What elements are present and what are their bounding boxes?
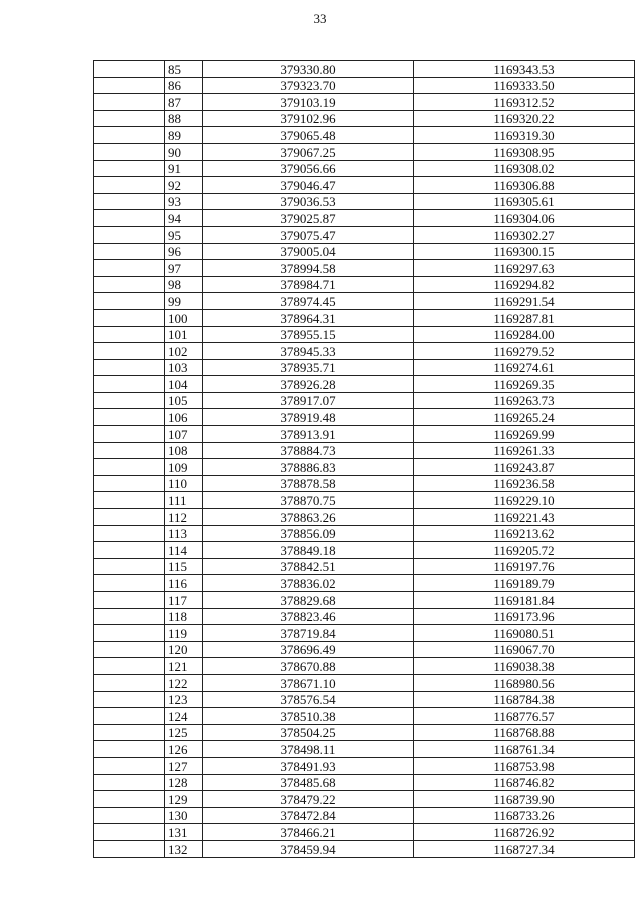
blank-cell [94, 61, 165, 78]
blank-cell [94, 724, 165, 741]
blank-cell [94, 293, 165, 310]
blank-cell [94, 558, 165, 575]
x-coordinate-cell: 378510.38 [203, 708, 414, 725]
point-number-cell: 102 [165, 343, 203, 360]
point-number-cell: 90 [165, 143, 203, 160]
x-coordinate-cell: 378878.58 [203, 475, 414, 492]
point-number-cell: 97 [165, 260, 203, 277]
blank-cell [94, 625, 165, 642]
table-row [94, 592, 635, 609]
point-number-cell: 117 [165, 592, 203, 609]
table-row [94, 110, 635, 127]
y-coordinate-cell: 1169067.70 [414, 641, 635, 658]
y-coordinate-cell: 1169265.24 [414, 409, 635, 426]
blank-cell [94, 210, 165, 227]
blank-cell [94, 791, 165, 808]
blank-cell [94, 426, 165, 443]
y-coordinate-cell: 1169312.52 [414, 94, 635, 111]
x-coordinate-cell: 378836.02 [203, 575, 414, 592]
table-row [94, 210, 635, 227]
point-number-cell: 100 [165, 309, 203, 326]
table-row [94, 840, 635, 857]
x-coordinate-cell: 378485.68 [203, 774, 414, 791]
point-number-cell: 114 [165, 542, 203, 559]
y-coordinate-cell: 1169229.10 [414, 492, 635, 509]
y-coordinate-cell: 1169333.50 [414, 77, 635, 94]
table-row [94, 359, 635, 376]
page-number: 33 [313, 11, 327, 26]
table-row [94, 442, 635, 459]
table-row [94, 376, 635, 393]
point-number-cell: 112 [165, 509, 203, 526]
point-number-cell: 93 [165, 193, 203, 210]
y-coordinate-cell: 1169291.54 [414, 293, 635, 310]
y-coordinate-cell: 1168784.38 [414, 691, 635, 708]
y-coordinate-cell: 1169269.99 [414, 426, 635, 443]
point-number-cell: 94 [165, 210, 203, 227]
point-number-cell: 104 [165, 376, 203, 393]
y-coordinate-cell: 1168739.90 [414, 791, 635, 808]
table-row [94, 94, 635, 111]
x-coordinate-cell: 378994.58 [203, 260, 414, 277]
point-number-cell: 107 [165, 426, 203, 443]
blank-cell [94, 392, 165, 409]
table-row [94, 409, 635, 426]
y-coordinate-cell: 1168726.92 [414, 824, 635, 841]
y-coordinate-cell: 1169306.88 [414, 177, 635, 194]
blank-cell [94, 575, 165, 592]
blank-cell [94, 525, 165, 542]
y-coordinate-cell: 1168746.82 [414, 774, 635, 791]
x-coordinate-cell: 378926.28 [203, 376, 414, 393]
y-coordinate-cell: 1169181.84 [414, 592, 635, 609]
blank-cell [94, 376, 165, 393]
point-number-cell: 86 [165, 77, 203, 94]
y-coordinate-cell: 1168761.34 [414, 741, 635, 758]
x-coordinate-cell: 378696.49 [203, 641, 414, 658]
point-number-cell: 122 [165, 674, 203, 691]
point-number-cell: 88 [165, 110, 203, 127]
x-coordinate-cell: 378955.15 [203, 326, 414, 343]
y-coordinate-cell: 1169263.73 [414, 392, 635, 409]
x-coordinate-cell: 378671.10 [203, 674, 414, 691]
x-coordinate-cell: 378935.71 [203, 359, 414, 376]
table-row [94, 326, 635, 343]
y-coordinate-cell: 1169320.22 [414, 110, 635, 127]
x-coordinate-cell: 379056.66 [203, 160, 414, 177]
blank-cell [94, 459, 165, 476]
blank-cell [94, 475, 165, 492]
point-number-cell: 108 [165, 442, 203, 459]
y-coordinate-cell: 1169319.30 [414, 127, 635, 144]
table-row [94, 525, 635, 542]
blank-cell [94, 492, 165, 509]
x-coordinate-cell: 378576.54 [203, 691, 414, 708]
blank-cell [94, 757, 165, 774]
x-coordinate-cell: 378964.31 [203, 309, 414, 326]
x-coordinate-cell: 379036.53 [203, 193, 414, 210]
y-coordinate-cell: 1169189.79 [414, 575, 635, 592]
blank-cell [94, 193, 165, 210]
y-coordinate-cell: 1169213.62 [414, 525, 635, 542]
y-coordinate-cell: 1168733.26 [414, 807, 635, 824]
blank-cell [94, 542, 165, 559]
x-coordinate-cell: 379103.19 [203, 94, 414, 111]
x-coordinate-cell: 378498.11 [203, 741, 414, 758]
table-row [94, 492, 635, 509]
x-coordinate-cell: 378984.71 [203, 276, 414, 293]
blank-cell [94, 509, 165, 526]
point-number-cell: 118 [165, 608, 203, 625]
x-coordinate-cell: 379025.87 [203, 210, 414, 227]
y-coordinate-cell: 1169279.52 [414, 343, 635, 360]
x-coordinate-cell: 378459.94 [203, 840, 414, 857]
table-row [94, 226, 635, 243]
table-row [94, 625, 635, 642]
x-coordinate-cell: 378466.21 [203, 824, 414, 841]
x-coordinate-cell: 379065.48 [203, 127, 414, 144]
point-number-cell: 119 [165, 625, 203, 642]
point-number-cell: 131 [165, 824, 203, 841]
x-coordinate-cell: 378870.75 [203, 492, 414, 509]
blank-cell [94, 592, 165, 609]
point-number-cell: 89 [165, 127, 203, 144]
point-number-cell: 128 [165, 774, 203, 791]
table-row [94, 724, 635, 741]
x-coordinate-cell: 379005.04 [203, 243, 414, 260]
y-coordinate-cell: 1169243.87 [414, 459, 635, 476]
blank-cell [94, 226, 165, 243]
table-row [94, 774, 635, 791]
table-row [94, 309, 635, 326]
point-number-cell: 115 [165, 558, 203, 575]
y-coordinate-cell: 1169308.95 [414, 143, 635, 160]
table-row [94, 674, 635, 691]
y-coordinate-cell: 1169300.15 [414, 243, 635, 260]
point-number-cell: 95 [165, 226, 203, 243]
table-row [94, 177, 635, 194]
table-row [94, 741, 635, 758]
blank-cell [94, 177, 165, 194]
table-row [94, 575, 635, 592]
table-row [94, 243, 635, 260]
blank-cell [94, 343, 165, 360]
table-row [94, 791, 635, 808]
table-row [94, 509, 635, 526]
table-row [94, 475, 635, 492]
x-coordinate-cell: 379075.47 [203, 226, 414, 243]
point-number-cell: 99 [165, 293, 203, 310]
x-coordinate-cell: 378719.84 [203, 625, 414, 642]
point-number-cell: 109 [165, 459, 203, 476]
x-coordinate-cell: 379323.70 [203, 77, 414, 94]
y-coordinate-cell: 1169294.82 [414, 276, 635, 293]
table-row [94, 558, 635, 575]
x-coordinate-cell: 379330.80 [203, 61, 414, 78]
x-coordinate-cell: 378842.51 [203, 558, 414, 575]
blank-cell [94, 840, 165, 857]
y-coordinate-cell: 1169343.53 [414, 61, 635, 78]
point-number-cell: 105 [165, 392, 203, 409]
y-coordinate-cell: 1169080.51 [414, 625, 635, 642]
table-row [94, 143, 635, 160]
table-row [94, 343, 635, 360]
blank-cell [94, 94, 165, 111]
x-coordinate-cell: 379102.96 [203, 110, 414, 127]
point-number-cell: 126 [165, 741, 203, 758]
table-row [94, 542, 635, 559]
table-row [94, 260, 635, 277]
blank-cell [94, 741, 165, 758]
point-number-cell: 121 [165, 658, 203, 675]
y-coordinate-cell: 1168776.57 [414, 708, 635, 725]
blank-cell [94, 77, 165, 94]
y-coordinate-cell: 1169261.33 [414, 442, 635, 459]
x-coordinate-cell: 378945.33 [203, 343, 414, 360]
blank-cell [94, 774, 165, 791]
y-coordinate-cell: 1169308.02 [414, 160, 635, 177]
x-coordinate-cell: 378974.45 [203, 293, 414, 310]
point-number-cell: 106 [165, 409, 203, 426]
table-row [94, 392, 635, 409]
point-number-cell: 96 [165, 243, 203, 260]
blank-cell [94, 409, 165, 426]
table-row [94, 459, 635, 476]
x-coordinate-cell: 378886.83 [203, 459, 414, 476]
table-row [94, 691, 635, 708]
table-row [94, 426, 635, 443]
x-coordinate-cell: 378849.18 [203, 542, 414, 559]
point-number-cell: 123 [165, 691, 203, 708]
point-number-cell: 120 [165, 641, 203, 658]
x-coordinate-cell: 379067.25 [203, 143, 414, 160]
blank-cell [94, 160, 165, 177]
y-coordinate-cell: 1169221.43 [414, 509, 635, 526]
y-coordinate-cell: 1169302.27 [414, 226, 635, 243]
blank-cell [94, 658, 165, 675]
y-coordinate-cell: 1168753.98 [414, 757, 635, 774]
blank-cell [94, 359, 165, 376]
blank-cell [94, 127, 165, 144]
table-row [94, 608, 635, 625]
x-coordinate-cell: 378884.73 [203, 442, 414, 459]
blank-cell [94, 608, 165, 625]
x-coordinate-cell: 378917.07 [203, 392, 414, 409]
point-number-cell: 103 [165, 359, 203, 376]
table-row [94, 807, 635, 824]
x-coordinate-cell: 378823.46 [203, 608, 414, 625]
blank-cell [94, 674, 165, 691]
point-number-cell: 91 [165, 160, 203, 177]
x-coordinate-cell: 378479.22 [203, 791, 414, 808]
y-coordinate-cell: 1168768.88 [414, 724, 635, 741]
blank-cell [94, 708, 165, 725]
x-coordinate-cell: 378504.25 [203, 724, 414, 741]
blank-cell [94, 110, 165, 127]
x-coordinate-cell: 378670.88 [203, 658, 414, 675]
y-coordinate-cell: 1169269.35 [414, 376, 635, 393]
x-coordinate-cell: 378913.91 [203, 426, 414, 443]
point-number-cell: 110 [165, 475, 203, 492]
table-row [94, 193, 635, 210]
blank-cell [94, 807, 165, 824]
point-number-cell: 101 [165, 326, 203, 343]
blank-cell [94, 260, 165, 277]
point-number-cell: 132 [165, 840, 203, 857]
y-coordinate-cell: 1168980.56 [414, 674, 635, 691]
y-coordinate-cell: 1168727.34 [414, 840, 635, 857]
blank-cell [94, 276, 165, 293]
point-number-cell: 113 [165, 525, 203, 542]
y-coordinate-cell: 1169305.61 [414, 193, 635, 210]
blank-cell [94, 824, 165, 841]
table-row [94, 658, 635, 675]
coordinate-table [93, 60, 635, 858]
table-row [94, 641, 635, 658]
x-coordinate-cell: 378919.48 [203, 409, 414, 426]
table-row [94, 708, 635, 725]
table-row [94, 757, 635, 774]
point-number-cell: 111 [165, 492, 203, 509]
x-coordinate-cell: 378829.68 [203, 592, 414, 609]
blank-cell [94, 143, 165, 160]
table-row [94, 276, 635, 293]
y-coordinate-cell: 1169274.61 [414, 359, 635, 376]
table-row [94, 127, 635, 144]
x-coordinate-cell: 378472.84 [203, 807, 414, 824]
x-coordinate-cell: 378856.09 [203, 525, 414, 542]
x-coordinate-cell: 378491.93 [203, 757, 414, 774]
blank-cell [94, 641, 165, 658]
table-row [94, 77, 635, 94]
table-row [94, 824, 635, 841]
point-number-cell: 87 [165, 94, 203, 111]
point-number-cell: 130 [165, 807, 203, 824]
table-row [94, 160, 635, 177]
point-number-cell: 85 [165, 61, 203, 78]
y-coordinate-cell: 1169297.63 [414, 260, 635, 277]
table-row [94, 293, 635, 310]
y-coordinate-cell: 1169197.76 [414, 558, 635, 575]
point-number-cell: 92 [165, 177, 203, 194]
point-number-cell: 116 [165, 575, 203, 592]
y-coordinate-cell: 1169205.72 [414, 542, 635, 559]
coordinate-table-body [94, 61, 635, 858]
blank-cell [94, 326, 165, 343]
point-number-cell: 129 [165, 791, 203, 808]
x-coordinate-cell: 379046.47 [203, 177, 414, 194]
blank-cell [94, 442, 165, 459]
y-coordinate-cell: 1169284.00 [414, 326, 635, 343]
y-coordinate-cell: 1169038.38 [414, 658, 635, 675]
blank-cell [94, 243, 165, 260]
y-coordinate-cell: 1169236.58 [414, 475, 635, 492]
x-coordinate-cell: 378863.26 [203, 509, 414, 526]
point-number-cell: 98 [165, 276, 203, 293]
point-number-cell: 125 [165, 724, 203, 741]
blank-cell [94, 309, 165, 326]
table-row [94, 61, 635, 78]
y-coordinate-cell: 1169287.81 [414, 309, 635, 326]
y-coordinate-cell: 1169304.06 [414, 210, 635, 227]
blank-cell [94, 691, 165, 708]
point-number-cell: 127 [165, 757, 203, 774]
point-number-cell: 124 [165, 708, 203, 725]
y-coordinate-cell: 1169173.96 [414, 608, 635, 625]
